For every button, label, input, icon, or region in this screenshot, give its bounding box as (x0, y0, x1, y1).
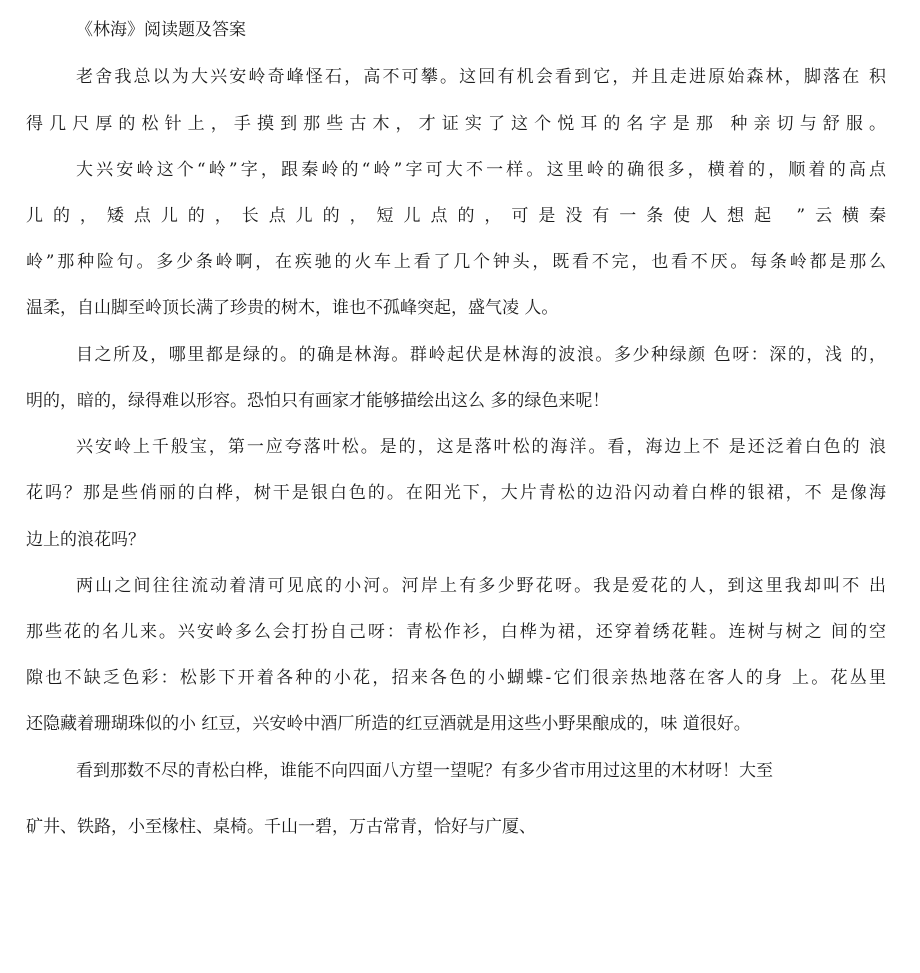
text-line: 岭”那种险句。多少条岭啊，在疾驰的火车上看了几个钟头，既看不完，也看不厌。每条岭都是那么 (26, 252, 886, 272)
text-line: 隙也不缺乏色彩：松影下开着各种的小花，招来各色的小蝴蝶-它们很亲热地落在客人的身 上。花丛里 (26, 668, 886, 688)
text-line: 花吗？那是些俏丽的白桦，树干是银白色的。在阳光下，大片青松的边沿闪动着白桦的银裙，不 是像海 (26, 483, 886, 503)
text-line: 两山之间往往流动着清可见底的小河。河岸上有多少野花呀。我是爱花的人，到这里我却叫不 出 (76, 576, 886, 596)
text-line: 温柔，自山脚至岭顶长满了珍贵的树木，谁也不孤峰突起，盛气凌 人。 (26, 298, 559, 318)
text-line: 边上的浪花吗？ (26, 530, 145, 550)
text-line: 明的，暗的，绿得难以形容。恐怕只有画家才能够描绘出这么 多的绿色来呢！ (26, 391, 610, 411)
text-line: 还隐藏着珊瑚珠似的小 红豆，兴安岭中酒厂所造的红豆酒就是用这些小野果酿成的，味 道很好。 (26, 714, 751, 734)
text-line: 得几尺厚的松针上，手摸到那些古木，才证实了这个悦耳的名字是那 种亲切与舒服。 (26, 114, 886, 134)
text-line: 兴安岭上千般宝，第一应夸落叶松。是的，这是落叶松的海洋。看，海边上不 是还泛着白色的 浪 (76, 437, 886, 457)
text-line: 看到那数不尽的青松白桦，谁能不向四面八方望一望呢？有多少省市用过这里的木材呀！大至 (76, 761, 773, 781)
text-line: 老舍我总以为大兴安岭奇峰怪石，高不可攀。这回有机会看到它，并且走进原始森林，脚落在 积 (76, 67, 886, 87)
document-title: 《林海》阅读题及答案 (76, 20, 246, 40)
text-line: 矿井、铁路，小至椽柱、桌椅。千山一碧，万古常青，恰好与广厦、 (26, 817, 536, 837)
text-line: 儿的，矮点儿的，长点儿的，短儿点的，可是没有一条使人想起 ”云横秦 (26, 206, 886, 226)
text-line: 大兴安岭这个“岭”字，跟秦岭的“岭”字可大不一样。这里岭的确很多，横着的，顺着的高点 (76, 160, 886, 180)
text-line: 目之所及，哪里都是绿的。的确是林海。群岭起伏是林海的波浪。多少种绿颜 色呀：深的，浅 的， (76, 345, 886, 365)
text-line: 那些花的名儿来。兴安岭多么会打扮自己呀：青松作衫，白桦为裙，还穿着绣花鞋。连树与树之 间的空 (26, 622, 886, 642)
